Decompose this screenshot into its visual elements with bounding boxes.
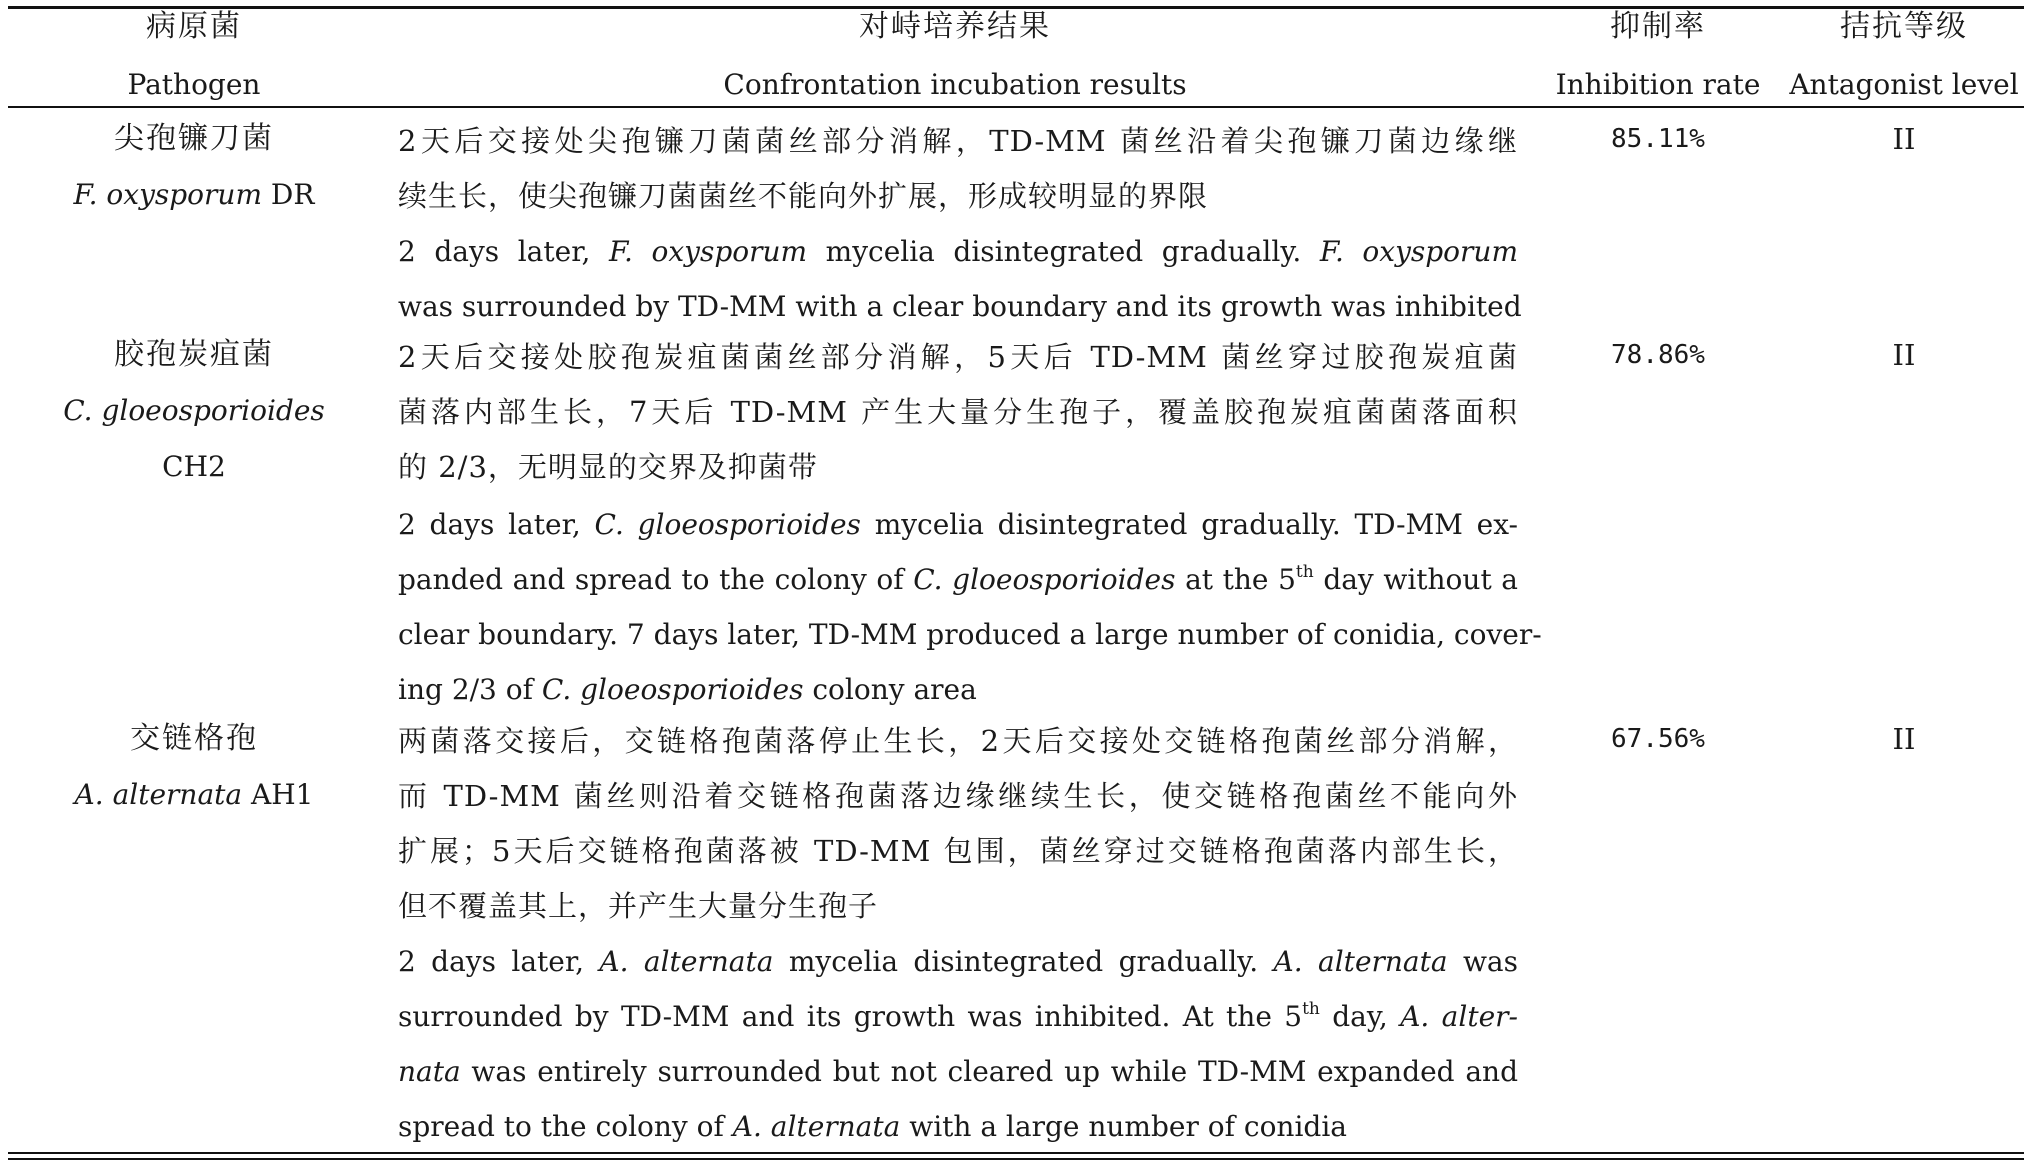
row2-en-line: clear boundary. 7 days later, TD-MM produced a large number of conidia, cover- (398, 618, 1542, 651)
header-level-zh: 拮抗等级 (1840, 9, 1968, 44)
row3-strain: AH1 (251, 778, 314, 811)
row2-antagonist-level: II (1892, 338, 1916, 372)
row3-genus: A. (74, 778, 104, 811)
row1-antagonist-level: II (1892, 122, 1916, 156)
row2-result-en (398, 497, 1542, 717)
row1-en-line: was surrounded by TD-MM with a clear boundary and its growth was inhibited (398, 290, 1522, 323)
row1-result-en (398, 224, 1522, 334)
row3-en-line: nata was entirely surrounded but not cleared up while TD-MM expanded and (398, 1055, 1518, 1088)
row2-en-line: ing 2/3 of C. gloeosporioides colony area (398, 673, 977, 706)
row3-zh-line: 扩展；5天后交链格孢菌落被 TD-MM 包围，菌丝穿过交链格孢菌落内部生长， (398, 834, 1518, 868)
header-rate-zh: 抑制率 (1610, 9, 1706, 44)
row2-zh-line: 2天后交接处胶孢炭疽菌菌丝部分消解，5天后 TD-MM 菌丝穿过胶孢炭疽菌 (398, 340, 1518, 374)
row2-genus: C. (63, 394, 93, 427)
row2-inhibition-rate: 78.86% (1611, 340, 1705, 370)
row1-zh-line: 续生长，使尖孢镰刀菌菌丝不能向外扩展，形成较明显的界限 (398, 179, 1209, 213)
row3-pathogen-zh: 交链格孢 (130, 721, 258, 756)
row1-species: oxysporum (106, 178, 263, 211)
row3-zh-line: 而 TD-MM 菌丝则沿着交链格孢菌落边缘继续生长，使交链格孢菌丝不能向外 (398, 779, 1518, 813)
header-results-zh: 对峙培养结果 (859, 9, 1051, 44)
row3-pathogen-en (0, 780, 388, 810)
row3-result-zh (398, 714, 1518, 934)
row2-zh-line: 菌落内部生长，7天后 TD-MM 产生大量分生孢子，覆盖胶孢炭疽菌菌落面积 (398, 395, 1518, 429)
row3-inhibition-rate: 67.56% (1611, 724, 1705, 754)
row1-pathogen-zh: 尖孢镰刀菌 (114, 121, 274, 156)
row3-species: alternata (112, 778, 243, 811)
row2-en-line: 2 days later, C. gloeosporioides mycelia disintegrated gradually. TD-MM ex- (398, 508, 1519, 541)
row1-pathogen-en (0, 180, 388, 210)
row3-en-line: spread to the colony of A. alternata with a large number of conidia (398, 1110, 1347, 1143)
header-results-en: Confrontation incubation results (723, 68, 1187, 101)
row3-result-en (398, 934, 1518, 1154)
row1-genus: F. (73, 178, 98, 211)
row2-zh-line: 的 2/3，无明显的交界及抑菌带 (398, 450, 818, 484)
header-level-en: Antagonist level (1789, 68, 2019, 101)
row2-species: gloeosporioides (101, 394, 325, 427)
row3-antagonist-level: II (1892, 722, 1916, 756)
row1-result-zh (398, 114, 1518, 224)
header-pathogen-zh: 病原菌 (146, 9, 242, 44)
table-bottom-rule-2 (8, 1158, 2024, 1160)
header-pathogen-en: Pathogen (127, 68, 261, 101)
row1-strain: DR (270, 178, 315, 211)
row3-zh-line: 两菌落交接后，交链格孢菌落停止生长，2天后交接处交链格孢菌丝部分消解， (398, 724, 1518, 758)
row2-strain: CH2 (162, 450, 226, 483)
row3-en-line: 2 days later, A. alternata mycelia disintegrated gradually. A. alternata was (398, 945, 1518, 978)
row1-en-line: 2 days later, F. oxysporum mycelia disintegrated gradually. F. oxysporum (398, 235, 1519, 268)
header-rate-en: Inhibition rate (1555, 68, 1761, 101)
row3-zh-line: 但不覆盖其上，并产生大量分生孢子 (398, 889, 879, 923)
row2-pathogen-en (0, 396, 388, 426)
row1-inhibition-rate: 85.11% (1611, 124, 1705, 154)
table-header-rule (8, 106, 2024, 108)
row3-en-line: surrounded by TD-MM and its growth was inhibited. At the 5th day, A. alter- (398, 999, 1518, 1033)
row1-zh-line: 2天后交接处尖孢镰刀菌菌丝部分消解，TD-MM 菌丝沿着尖孢镰刀菌边缘继 (398, 124, 1518, 158)
row2-en-line: panded and spread to the colony of C. gloeosporioides at the 5th day without a (398, 562, 1519, 596)
row2-pathogen-zh: 胶孢炭疽菌 (114, 337, 274, 372)
row2-result-zh (398, 330, 1518, 495)
